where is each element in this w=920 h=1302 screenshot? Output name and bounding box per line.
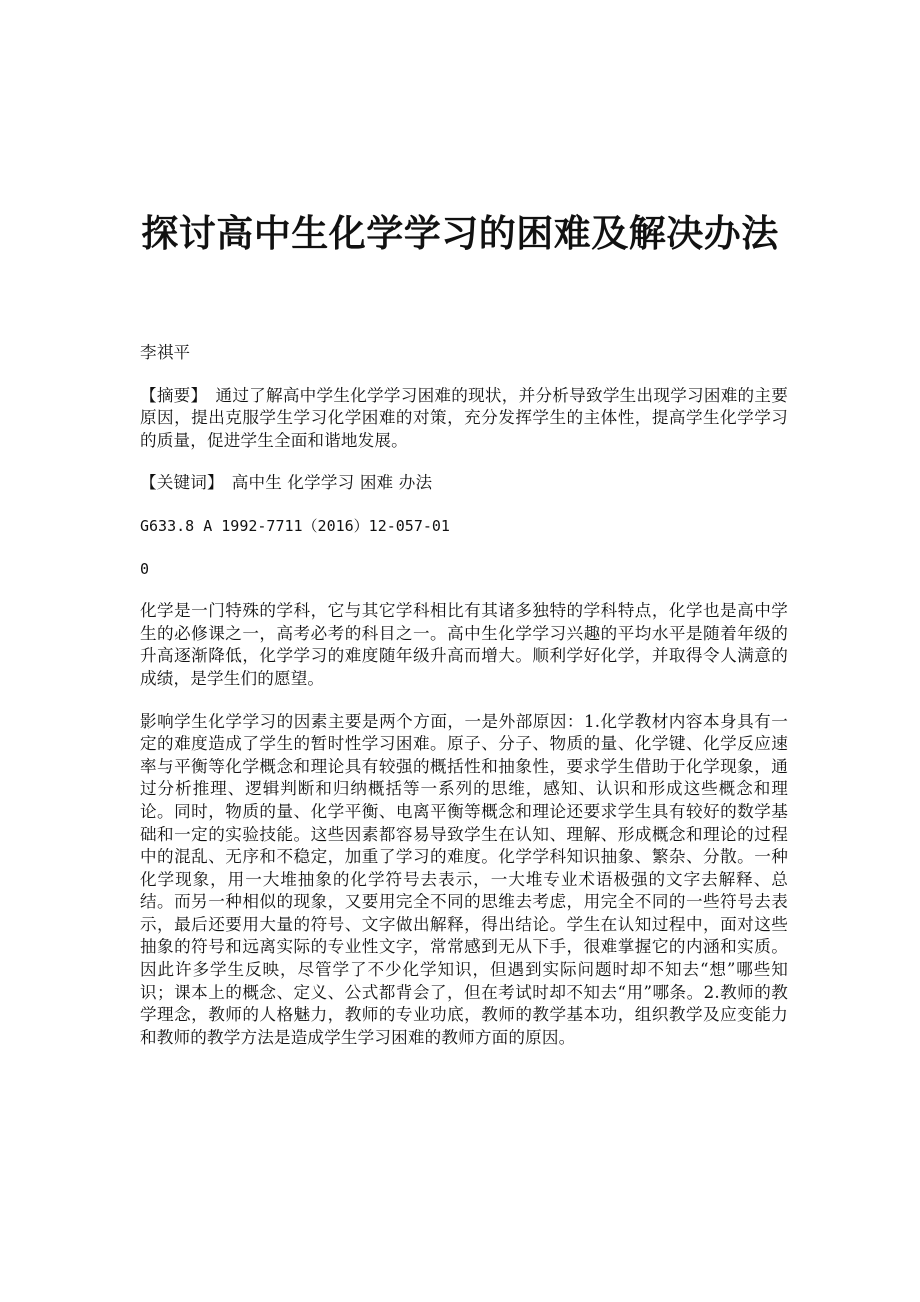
document-title: 探讨高中生化学学习的困难及解决办法 (141, 210, 779, 255)
document-body (140, 342, 788, 1069)
section-number: 0 (140, 559, 150, 578)
author-name: 李祺平 (140, 343, 191, 362)
keyword-item: 困难 (359, 473, 394, 493)
keyword-item: 高中生 (231, 473, 282, 493)
keyword-item: 办法 (398, 473, 433, 493)
keyword-item: 化学学习 (287, 473, 355, 493)
keywords-section (140, 472, 788, 495)
body-paragraph-2: 影响学生化学学习的因素主要是两个方面，一是外部原因：1.化学教材内容本身具有一定的难度造成了学生的暂时性学习困难。原子、分子、物质的量、化学键、化学反应速率与平衡等化学概念和理论具有较强的概括性和抽象性，要求学生借助于化学现象，通过分析推理、逻辑判断和归纳概括等一系列的思维，感知、认识和形成这些概念和理论。同时，物质的量、化学平衡、电离平衡等概念和理论还要求学生具有较好的数学基础和一定的实验技能。这些因素都容易导致学生在认知、理解、形成概念和理论的过程中的混乱、无序和不稳定，加重了学习的难度。化学学科知识抽象、繁杂、分散。一种化学现象，用一大堆抽象的化学符号去表示，一大堆专业术语极强的文字去解释、总结。而另一种相似的现象，又要用完全不同的思维去考虑，用完全不同的一些符号去表示，最后还要用大量的符号、文字做出解释，得出结论。学生在认知过程中，面对这些抽象的符号和远离实际的专业性文字，常常感到无从下手，很难掌握它的内涵和实质。因此许多学生反映，尽管学了不少化学知识，但遇到实际问题时却不知去“想”哪些知识；课本上的概念、定义、公式都背会了，但在考试时却不知去“用”哪条。2.教师的教学理念，教师的人格魅力，教师的专业功底，教师的教学基本功，组织教学及应变能力和教师的教学方法是造成学生学习困难的教师方面的原因。 (140, 711, 788, 1047)
abstract-text: 通过了解高中学生化学学习困难的现状，并分析导致学生出现学习困难的主要原因，提出克服学生学习化学困难的对策，充分发挥学生的主体性，提高学生化学学习的质量，促进学生全面和谐地发展。 (140, 385, 788, 450)
classification-code: G633.8 A 1992-7711（2016）12-057-01 (140, 516, 450, 535)
body-paragraph-1: 化学是一门特殊的学科，它与其它学科相比有其诸多独特的学科特点，化学也是高中学生的必修课之一，高考必考的科目之一。高中生化学学习兴趣的平均水平是随着年级的升高逐渐降低，化学学习的难度随年级升高而增大。顺利学好化学，并取得令人满意的成绩，是学生们的愿望。 (140, 601, 788, 688)
abstract-label: 【摘要】 (140, 385, 208, 405)
abstract-section (140, 385, 788, 453)
keywords-label: 【关键词】 (140, 473, 224, 493)
